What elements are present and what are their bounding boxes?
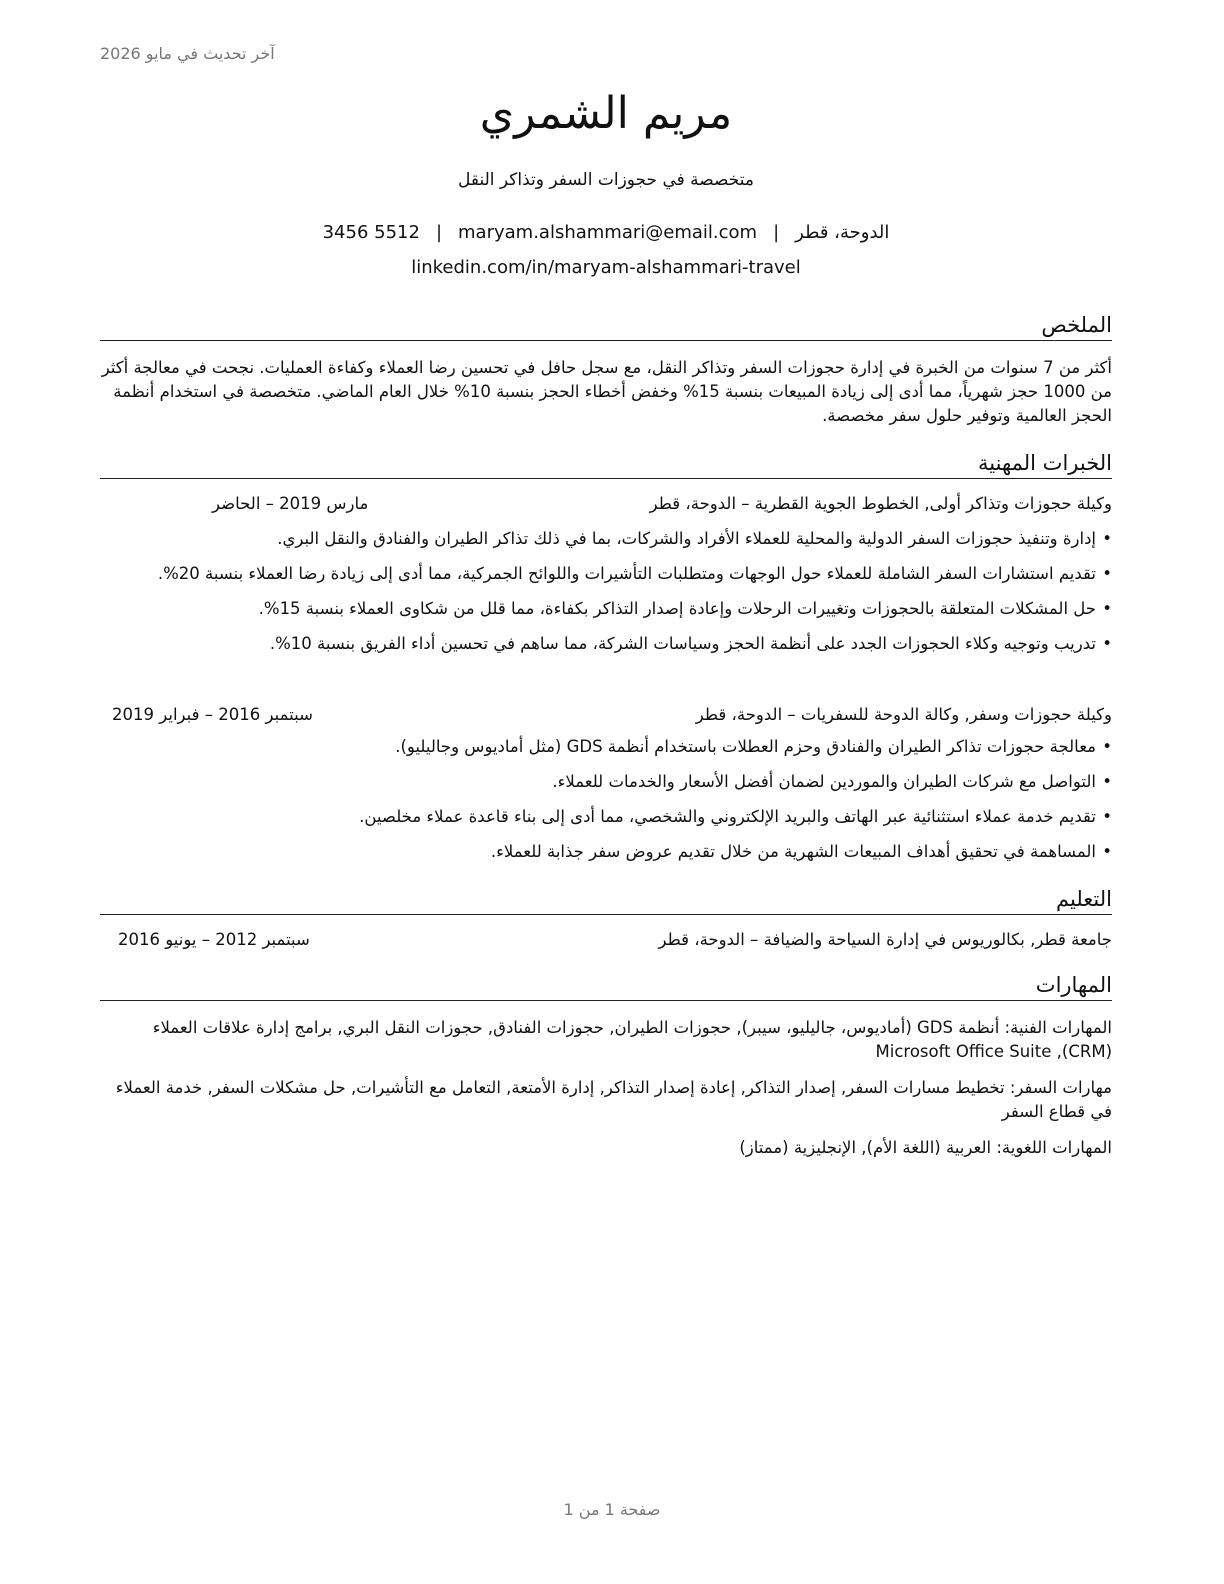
page-number: صفحة 1 من 1 [563,1500,661,1519]
phone-number: 3456 5512 [322,222,420,243]
separator: | [435,222,443,243]
email-link[interactable]: maryam.alshammari@email.com [458,222,758,243]
job-dates: مارس 2019 – الحاضر [212,494,369,513]
job-location: – الدوحة، قطر [695,705,801,724]
education-heading: التعليم [100,886,1112,915]
skills-travel: مهارات السفر: تخطيط مسارات السفر, إصدار التذاكر, إعادة إصدار التذاكر, إدارة الأمتعة, التعامل مع التأشيرات, حل مشكلات السفر, خدمة العملاء في قطاع السفر [115,1078,1112,1121]
last-updated: آخر تحديث في مايو 2026 [100,44,275,63]
job-header [100,494,1112,518]
skills-technical: المهارات الفنية: أنظمة GDS (أماديوس، جاليليو، سيبر), حجوزات الطيران, حجوزات الفنادق, حجوزات النقل البري, برامج إدارة علاقات العملاء (CRM), Microsoft Office Suite [152,1018,1112,1061]
job-bullets [100,527,1112,667]
education-dates: سبتمبر 2012 – يونيو 2016 [118,930,310,949]
candidate-title: متخصصة في حجوزات السفر وتذاكر النقل [458,170,754,190]
education-item [100,930,1112,954]
list-item: • المساهمة في تحقيق أهداف المبيعات الشهرية من خلال تقديم عروض سفر جذابة للعملاء. [100,840,1112,863]
list-item: • تدريب وتوجيه وكلاء الحجوزات الجدد على أنظمة الحجز وسياسات الشركة، مما ساهم في تحسين أداء الفريق بنسبة 10%. [100,632,1112,655]
job-dates: سبتمبر 2016 – فبراير 2019 [112,705,313,724]
skills-languages: المهارات اللغوية: العربية (اللغة الأم), الإنجليزية (ممتاز) [739,1138,1112,1157]
list-item: • حل المشكلات المتعلقة بالحجوزات وتغييرات الرحلات وإعادة إصدار التذاكر بكفاءة، مما قلل من شكاوى العملاء بنسبة 15%. [100,597,1112,620]
degree: جامعة قطر, بكالوريوس في إدارة السياحة والضيافة – الدوحة، قطر [658,930,1112,949]
list-item: • إدارة وتنفيذ حجوزات السفر الدولية والمحلية للعملاء الأفراد والشركات، بما في ذلك تذاكر الطيران والفنادق والنقل البري. [100,527,1112,550]
list-item: • تقديم خدمة عملاء استثنائية عبر الهاتف والبريد الإلكتروني والشخصي، مما أدى إلى بناء قاعدة عملاء مخلصين. [100,805,1112,828]
linkedin-link[interactable]: linkedin.com/in/maryam-alshammari-travel [411,257,801,278]
list-item: • معالجة حجوزات تذاكر الطيران والفنادق وحزم العطلات باستخدام أنظمة GDS (مثل أماديوس وجاليليو). [100,735,1112,758]
location: الدوحة، قطر [795,222,890,243]
list-item: • تقديم استشارات السفر الشاملة للعملاء حول الوجهات ومتطلبات التأشيرات واللوائح الجمركية، مما أدى إلى زيادة رضا العملاء بنسبة 20%. [100,562,1112,585]
list-item: • التواصل مع شركات الطيران والموردين لضمان أفضل الأسعار والخدمات للعملاء. [100,770,1112,793]
education-location: – الدوحة، قطر [658,930,764,949]
summary-heading: الملخص [100,312,1112,341]
summary-text: أكثر من 7 سنوات من الخبرة في إدارة حجوزات السفر وتذاكر النقل، مع سجل حافل في تحسين رضا العملاء وكفاءة العمليات. نجحت في معالجة أكثر من 1000 حجز شهرياً، مما أدى إلى زيادة المبيعات بنسبة 15% وخفض أخطاء الحجز بنسبة 10% خلال العام الماضي. متخصصة في استخدام أنظمة الحجز العالمية وتوفير حلول سفر مخصصة. [101,358,1112,425]
job-bullets [100,735,1112,875]
separator: | [773,222,780,243]
skills-heading: المهارات [100,972,1112,1001]
job-role: وكيلة حجوزات وسفر, وكالة الدوحة للسفريات – الدوحة، قطر [695,705,1112,724]
contact-line [100,222,1112,243]
experience-heading: الخبرات المهنية [100,450,1112,479]
job-location: – الدوحة، قطر [649,494,755,513]
job-role: وكيلة حجوزات وتذاكر أولى, الخطوط الجوية القطرية – الدوحة، قطر [649,494,1112,513]
candidate-name: مريم الشمري [479,88,733,139]
job-header [100,705,1112,729]
